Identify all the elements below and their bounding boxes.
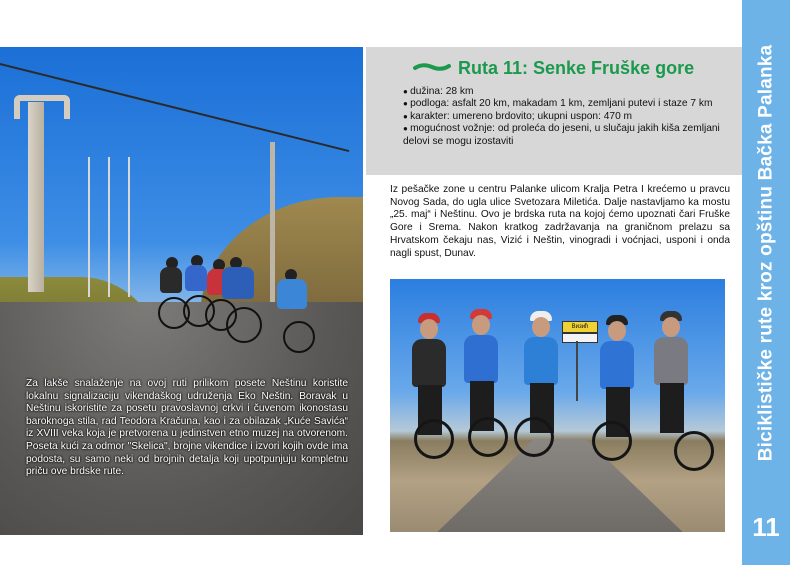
- page-number: 11: [752, 512, 780, 542]
- sign-pole: [576, 341, 578, 401]
- route-length: ● dužina: 28 km: [403, 86, 725, 98]
- book-title: Biciklističke rute kroz opštinu Bačka Palanka: [755, 44, 777, 461]
- route-surface: ● podloga: asfalt 20 km, makadam 1 km, zemljani putevi i staze 7 km: [403, 98, 725, 110]
- flag-pole: [108, 157, 110, 297]
- route-character: ● karakter: umereno brdovito; ukupni uspon: 470 m: [403, 111, 725, 123]
- cyclists-group-photo: [390, 279, 725, 532]
- route-season: ● mogućnost vožnje: od proleća do jeseni, u slučaju jakih kiša zemljani delovi se mogu izostaviti: [403, 123, 725, 148]
- flag-pole: [88, 157, 90, 297]
- flag-pole: [128, 157, 130, 297]
- road-sign-lower: [562, 333, 598, 343]
- route-description: Iz pešačke zone u centru Palanke ulicom Kralja Petra I krećemo u pravcu Novog Sada, do ugla ulice Svetozara Miletića. Dalje nastavljamo ka mostu „25. maj“ i Neštinu. Ovo je brdska ruta na kojoj ćemo upoznati čari Fruške Gore i Srema. Nakon kratkog zadržavanja na graničnom prelazu sa Hrvatskom čekaju nas, Vizić i Neštin, vinogradi i voćnjaci, usponi i onda nagli spust, Dunav.: [390, 184, 730, 259]
- sidebar-title-wrap: [742, 0, 790, 505]
- road: [430, 439, 690, 532]
- photo-caption: Za lakše snalaženje na ovoj ruti prilikom posete Neštinu koristite lokalnu signalizaciju vikendaškog udruženja Eko Neštin. Boravak u Neštinu iskoristite za posetu pravoslavnoj crkvi i čuvenom ikonostasu baroknoga stila, rad Teodora Kračuna, kao i za obilazak „Kuće Savića“ iz XVIII veka koja je pretvorena u jedinstven etno muzej na otvorenom. Poseta kući za odmor "Skelica", brojne vikendice i izvori kojih ovde ima podosta, su samo neki od brojnih detalja koji upotpunjuju kompletnu priču ove brdske rute.: [26, 378, 348, 478]
- route-details-list: [403, 86, 725, 148]
- monument: [28, 102, 44, 292]
- utility-pole: [270, 142, 275, 302]
- road-sign: Визић: [562, 321, 598, 333]
- route-line-icon: [413, 62, 451, 72]
- route-title: Ruta 11: Senke Fruške gore: [458, 58, 695, 78]
